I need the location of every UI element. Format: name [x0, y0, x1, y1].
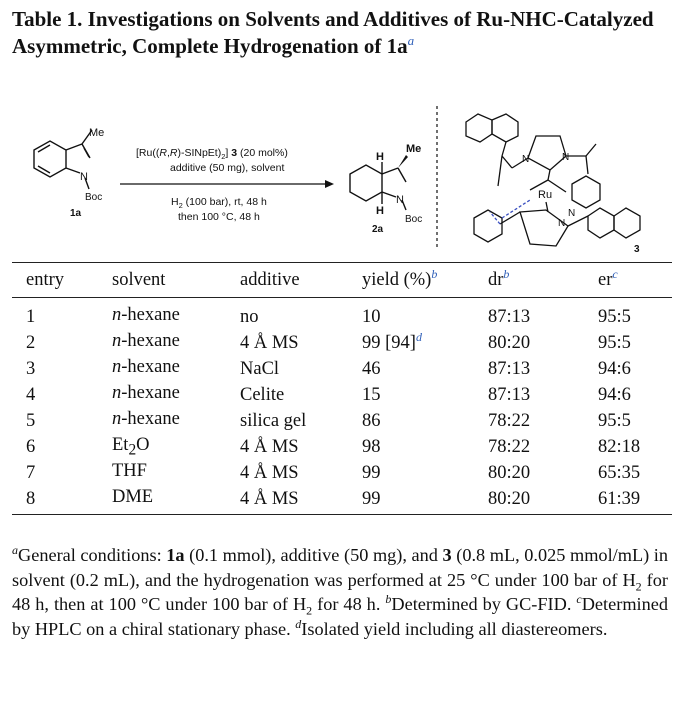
footnote-a-text-5: for 48 h.	[312, 594, 386, 615]
cell-solvent: THF	[112, 460, 147, 481]
catalyst-phenyl-top	[572, 176, 600, 208]
cell-yield: 99	[362, 486, 488, 515]
cell-solvent: $Et_2O$	[112, 434, 150, 459]
cell-entry: 4	[26, 384, 36, 405]
footnote-b-mark: b	[385, 592, 392, 607]
header-dr: $dr^b$	[488, 263, 598, 298]
cell-additive: 4 Å MS	[240, 462, 299, 483]
footnote-c-text: Determined by HPLC on a chiral stationary phase.	[12, 594, 669, 639]
footnote-a-text-4: for 48 h, then at 100 °C under 100 bar of H	[12, 569, 668, 615]
cell-entry: 6	[26, 436, 36, 457]
cell-dr: 80:20	[488, 486, 598, 515]
cell-yield: 99	[362, 462, 381, 483]
cell-solvent: n-hexane	[112, 408, 180, 429]
cell-solvent: n-hexane	[112, 304, 180, 325]
table-header-row	[12, 263, 672, 298]
header-er: $er^c$	[598, 263, 672, 298]
cell-additive: Celite	[240, 384, 285, 405]
cell-additive: 4 Å MS	[240, 436, 299, 457]
footnote-d-mark: d	[295, 616, 302, 631]
cell-er: 65:35	[598, 462, 641, 483]
cell-er: 95:5	[598, 332, 631, 353]
cell-dr: 78:22	[488, 436, 531, 457]
cell-dr: 87:13	[488, 358, 531, 379]
substrate-benzene-ring	[34, 141, 66, 177]
catalyst-naphthyl-bottom-a	[588, 208, 614, 238]
catalyst-n4: N	[568, 208, 576, 219]
table-row	[12, 434, 672, 460]
footnote-c-mark: c	[576, 592, 582, 607]
catalyst-nhc-ring-top	[528, 136, 566, 170]
results-table	[12, 262, 672, 515]
table-row	[12, 330, 672, 356]
product-n: N	[396, 194, 404, 206]
product-wedge-bond	[398, 155, 408, 168]
product-boc: Boc	[405, 214, 423, 225]
catalyst-n2: N	[562, 152, 570, 163]
catalyst-phenyl-bottom	[474, 210, 502, 242]
cell-additive: no	[240, 306, 259, 327]
header-additive: additive	[240, 263, 362, 298]
caption-note-mark: a	[407, 33, 415, 48]
table-body	[12, 298, 672, 515]
cell-solvent: n-hexane	[112, 382, 180, 403]
condition-catalyst: $[Ru((R,R)-SINpEt)_2]$ 3 (20 mol%)	[136, 147, 288, 161]
footnote-h2-sub-2: 2	[306, 603, 313, 618]
catalyst-n3: N	[558, 218, 566, 229]
catalyst-ru: Ru	[538, 189, 553, 201]
footnote-h2-sub: 2	[635, 579, 642, 594]
table-footnotes	[12, 543, 668, 641]
table-row	[12, 356, 672, 382]
table-row	[12, 382, 672, 408]
footnote-a-text-2: (0.1 mmol), additive (50 mg), and	[184, 545, 443, 565]
substrate-n: N	[80, 171, 88, 183]
cell-entry: 5	[26, 410, 36, 431]
cell-er: 95:5	[598, 410, 631, 431]
catalyst-structure	[466, 114, 640, 246]
cell-yield: 15	[362, 384, 381, 405]
cell-yield: 86	[362, 410, 381, 431]
substrate-label: 1a	[70, 208, 82, 219]
cell-dr: 78:22	[488, 410, 531, 431]
cell-additive: 4 Å MS	[240, 486, 362, 515]
catalyst-naphthyl-top-a	[466, 114, 492, 142]
caption-compound: 1a	[386, 34, 408, 58]
product-h-bottom: H	[376, 205, 384, 217]
cell-yield: 46	[362, 358, 381, 379]
header-entry: entry	[12, 263, 112, 298]
cell-dr: 87:13	[488, 384, 531, 405]
cell-er: 95:5	[598, 306, 631, 327]
product-me: Me	[406, 143, 422, 155]
substrate-me: Me	[89, 127, 105, 139]
condition-h2: $H_2$ (100 bar), rt, 48 h	[171, 196, 267, 210]
cell-dr: 80:20	[488, 332, 531, 353]
catalyst-naphthyl-bottom-b	[614, 208, 640, 238]
cell-solvent: n-hexane	[112, 356, 180, 377]
header-solvent: solvent	[112, 263, 240, 298]
cell-entry: 2	[26, 332, 36, 353]
table-row	[12, 460, 672, 486]
footnote-b-text: Determined by GC-FID.	[391, 594, 577, 615]
catalyst-label: 3	[634, 244, 640, 255]
condition-then: then 100 °C, 48 h	[178, 211, 260, 223]
caption-text: Investigations on Solvents and Additives of Ru-NHC-Catalyzed Asymmetric, Complete Hydrogenation of	[12, 7, 654, 58]
condition-additive: additive (50 mg), solvent	[170, 162, 285, 174]
cell-solvent: n-hexane	[112, 330, 180, 351]
cell-er: 94:6	[598, 384, 631, 405]
substrate-boc: Boc	[85, 192, 103, 203]
footnote-a-text-3: (0.8 mL, 0.025 mmol/mL) in solvent (0.2 mL), and the hydrogenation was performed at 25 °C under 100 bar of H	[12, 545, 668, 590]
cell-er: 82:18	[598, 436, 641, 457]
cell-yield: 10	[362, 306, 381, 327]
cell-er: 94:6	[598, 358, 631, 379]
cell-entry: 3	[26, 358, 36, 379]
catalyst-naphthyl-top-b	[492, 114, 518, 142]
cell-additive: NaCl	[240, 358, 280, 379]
cell-er: 61:39	[598, 486, 672, 515]
cell-entry: 8	[12, 486, 112, 515]
cell-dr: 87:13	[488, 306, 531, 327]
product-label: 2a	[372, 224, 384, 235]
product-h-top: H	[376, 151, 384, 163]
catalyst-n1: N	[522, 154, 530, 165]
table-row	[12, 298, 672, 331]
footnote-d-text: Isolated yield including all diastereomers.	[301, 618, 608, 639]
table-caption	[12, 6, 668, 60]
cell-dr: 80:20	[488, 462, 531, 483]
reaction-arrowhead	[325, 180, 334, 188]
cell-additive: silica gel	[240, 410, 307, 431]
footnote-a-text: General conditions:	[18, 545, 167, 565]
footnote-compound-1a: 1a	[166, 545, 185, 565]
product-cyclohexane-ring	[350, 165, 382, 201]
cell-solvent: DME	[112, 486, 240, 515]
header-yield: yield (%)$^b$	[362, 263, 488, 298]
footnote-compound-3: 3	[442, 545, 452, 565]
cell-yield: 98	[362, 436, 381, 457]
table-row	[12, 408, 672, 434]
table-row	[12, 486, 672, 515]
caption-label: Table 1.	[12, 7, 83, 31]
cell-yield: 99 $[94]^d$	[362, 329, 422, 353]
cell-additive: 4 Å MS	[240, 332, 299, 353]
footnote-a-mark: a	[12, 542, 18, 557]
cell-entry: 1	[26, 306, 36, 327]
cell-entry: 7	[26, 462, 36, 483]
reaction-scheme	[0, 100, 680, 258]
